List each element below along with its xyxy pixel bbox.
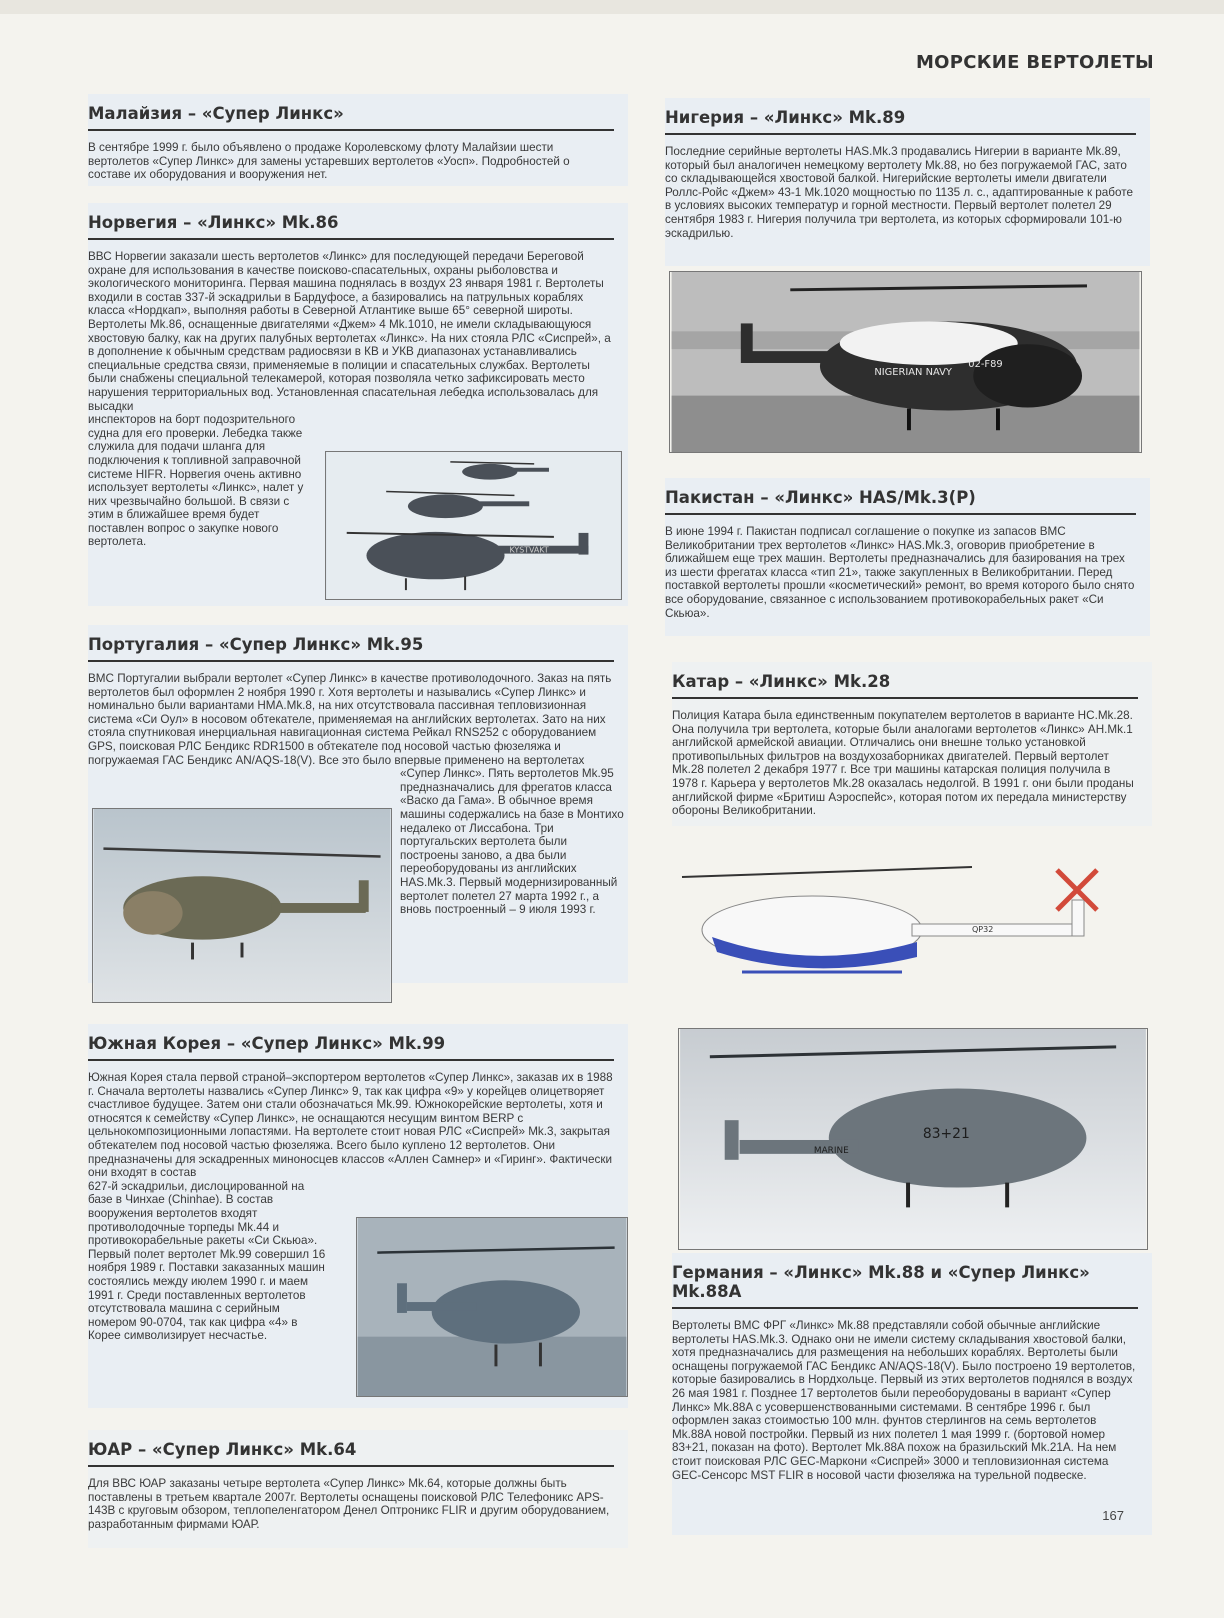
section-title: Катар – «Линкс» Mk.28	[672, 668, 1138, 699]
qatar-marking: QP32	[972, 925, 994, 934]
section-text: ВВС Норвегии заказали шесть вертолетов «Линкс» для последующей передачи Береговой охране для использования в качестве поисково-спасательных, охраны рыболовства и экологического мониторинга. Первая машина поднялась в воздух 23 января 1981 г. Вертолеты входили в состав 337-й эскадрильи в Бардуфосе, а базировались на патрульных кораблях класса «Нордкап», выполняя работы в Северной Атлантике выше 65° северной широты. Вертолеты Mk.86, оснащенные двигателями «Джем» 4 Mk.1010, не имели складывающуюся хвостовую балку, как на других палубных вертолетах «Линкс». На них стояла РЛС «Сиспрей», а в дополнение к обычным средствам радиосвязи в КВ и УКВ диапазонах устанавливались специальные средства связи, применяемые в полиции и спасательных службах. Вертолеты были снабжены специальной телекамерой, которая позволяла четко зафиксировать место нарушения территориальных вод. Установленная спасательная лебедка использовалась для высадки	[88, 250, 611, 413]
page-edge-shade	[0, 0, 1224, 14]
nigeria-helicopter-illustration	[670, 272, 1141, 452]
section-text: Вертолеты ВМС ФРГ «Линкс» Mk.88 представляли собой обычные английские вертолеты HAS.Mk.3. Однако они не имели систему складывания хвостовой балки, хотя предназначались для размещения на небольших кораблях. Вертолеты были оснащены погружаемой ГАС Бендикс AN/AQS-18(V). Было построено 19 вертолетов, которые базировались в Нордхольце. Первый из этих вертолетов поднялся в воздух 26 мая 1981 г. Позднее 17 вертолетов были переоборудованы в вариант «Супер Линкс» Mk.88A с усовершенствованными системами. В сентябре 1996 г. был оформлен заказ стоимостью 100 млн. фунтов стерлингов на семь вертолетов Mk.88A новой постройки. Первый из них полетел 1 мая 1999 г. (бортовой номер 83+21, показан на фото). Вертолет Mk.88A похож на бразильский Mk.21A. На нем стоит поисковая РЛС GEC-Маркони «Сиспрей» 3000 и тепловизионная система GEC-Сенсорс MST FLIR в носовой части фюзеляжа на турельной подвеске.	[672, 1319, 1136, 1482]
nigeria-serial: 02-F89	[968, 358, 1003, 370]
running-head: МОРСКИЕ ВЕРТОЛЕТЫ	[915, 52, 1154, 73]
photo-nigeria-helicopter	[669, 271, 1142, 453]
section-nigeria	[665, 98, 1150, 266]
section-text-wrap: инспекторов на борт подозрительного судна для его проверки. Лебедка также служила для подачи шланга для подключения к топливной заправочной системе HIFR. Норвегия очень активно использует вертолеты «Линкс», налет у них чрезвычайно большой. В связи с этим в ближайшее время будет поставлен вопрос о закупке нового вертолета.	[88, 413, 304, 549]
section-text: Последние серийные вертолеты HAS.Mk.3 продавались Нигерии в варианте Mk.89, который был аналогичен немецкому вертолету Mk.88, но без погружаемой ГАС, зато со складывающейся хвостовой балкой. Нигерийские вертолеты имели двигатели Роллс-Ройс «Джем» 43-1 Mk.1020 мощностью по 1135 л. с., адаптированные к работе в условиях высоких температур и горной местности. Первый вертолет полетел 29 сентября 1983 г. Нигерия получила три вертолета, из которых сформировали 101-ю эскадрилью.	[665, 145, 1133, 240]
section-text: В сентябре 1999 г. было объявлено о продаже Королевскому флоту Малайзии шести вертолетов «Супер Линкс» для замены устаревших вертолетов «Уосп». Подробностей о составе их оборудования и вооружения нет.	[88, 141, 570, 182]
nigeria-marking: NIGERIAN NAVY	[874, 366, 952, 378]
photo-norway-helicopters	[325, 451, 622, 600]
germany-serial: 83+21	[922, 1126, 970, 1143]
photo-germany-helicopter	[678, 1028, 1148, 1250]
norway-marking: KYSTVAKT	[509, 545, 549, 555]
section-text: ВМС Португалии выбрали вертолет «Супер Линкс» в качестве противолодочного. Заказ на пять вертолетов был оформлен 2 ноября 1990 г. Хотя вертолеты и назывались «Супер Линкс» и номинально были вариантами HMA.Mk.8, на них отсутствовала пассивная тепловизионная система «Си Оул» в носовом обтекателе, применяемая на английских вертолетах. Зато на них стояла спутниковая инерциальная навигационная система Рейкал RNS252 с оборудованием GPS, поисковая РЛС Бендикс RDR1500 в обтекателе под носовой частью фюзеляжа и погружаемая ГАС Бендикс AN/AQS-18(V). Все это было впервые применено на вертолетах	[88, 672, 612, 767]
section-text: Для ВВС ЮАР заказаны четыре вертолета «Супер Линкс» Mk.64, которые должны быть поставлены в третьем квартале 2007г. Вертолеты оснащены поисковой РЛС Телефоникс APS-143B с круговым обзором, теплопеленгатором Денел Оптроникс FLIR и другим оборудованием, разработанным фирмами ЮАР.	[88, 1477, 610, 1531]
section-title: Южная Корея – «Супер Линкс» Mk.99	[88, 1030, 614, 1061]
section-title: Норвегия – «Линкс» Mk.86	[88, 209, 614, 240]
germany-helicopter-illustration	[679, 1029, 1147, 1249]
section-title: Пакистан – «Линкс» HAS/Mk.3(P)	[665, 484, 1136, 515]
section-south-africa	[88, 1430, 628, 1548]
photo-south-korea-helicopter	[356, 1217, 628, 1397]
section-malaysia	[88, 94, 628, 186]
photo-qatar-helicopter	[672, 842, 1142, 1002]
section-title: Германия – «Линкс» Mk.88 и «Супер Линкс» Mk.88A	[672, 1259, 1138, 1309]
germany-marking: MARINE	[813, 1145, 849, 1156]
section-text-wrap: 627-й эскадрильи, дислоцированной на базе в Чинхае (Chinhae). В состав вооружения вертолетов входят противолодочные торпеды Mk.44 и противокорабельные ракеты «Си Скьюа». Первый полет вертолет Mk.99 совершил 16 ноября 1989 г. Поставки заказанных машин состоялись между июлем 1990 г. и маем 1991 г. Среди поставленных вертолетов отсутствовала машина с серийным номером 90-0704, так как цифра «4» в Корее символизирует несчастье.	[88, 1179, 326, 1343]
section-title: Португалия – «Супер Линкс» Mk.95	[88, 631, 614, 662]
section-text: В июне 1994 г. Пакистан подписал соглашение о покупке из запасов ВМС Великобритании трех вертолетов «Линкс» HAS.Mk.3, оговорив приобретение в ближайшем еще трех машин. Вертолеты предназначались для базирования на трех из шести фрегатах класса «тип 21», также закупленных в Великобритании. Перед поставкой вертолеты прошли «косметический» ремонт, во время которого было снято все оборудование, связанное с использованием противокорабельных ракет «Си Скьюа».	[665, 525, 1135, 620]
section-pakistan	[665, 478, 1150, 636]
section-text: Южная Корея стала первой страной–экспортером вертолетов «Супер Линкс», заказав их в 1988 г. Сначала вертолеты назвались «Супер Линкс» 9, так как цифра «9» у корейцев олицетворяет счастливое будущее. Затем они стали обозначаться Mk.99. Южнокорейские вертолеты, хотя и относятся к семейству «Супер Линкс», не оснащаются несущим винтом BERP с цельнокомпозиционными лопастями. На вертолете стоит новая РЛС «Сиспрей» Mk.3, закрытая обтекателем под носовой частью фюзеляжа. Всего было куплено 12 вертолетов. Они предназначены для эскадренных миноносцев классов «Аллен Самнер» и «Гиринг». Фактически они входят в состав	[88, 1071, 613, 1180]
south-korea-helicopter-illustration	[357, 1218, 627, 1396]
section-text: Полиция Катара была единственным покупателем вертолетов в варианте HC.Mk.28. Она получила три вертолета, которые были аналогами вертолетов «Линкс» AH.Mk.1 английской армейской авиации. Отличались они внешне только установкой противопыльных фильтров на воздухозаборниках двигателей. Первый вертолет Mk.28 полетел 2 декабря 1977 г. Все три машины катарская полиция получила в 1978 г. Карьера у вертолетов Mk.28 оказалась недолгой. В 1991 г. они были проданы английской фирме «Бритиш Аэроспейс», которая потом их передала министерству обороны Великобритании.	[672, 709, 1134, 818]
qatar-helicopter-illustration	[672, 842, 1142, 1002]
section-title: Малайзия – «Супер Линкс»	[88, 100, 614, 131]
portugal-helicopter-illustration	[93, 809, 391, 1002]
section-qatar	[672, 662, 1152, 826]
section-germany	[672, 1253, 1152, 1535]
section-title: ЮАР – «Супер Линкс» Mk.64	[88, 1436, 614, 1467]
section-title: Нигерия – «Линкс» Mk.89	[665, 104, 1136, 135]
page-number: 167	[1102, 1508, 1124, 1523]
norway-helicopters-illustration	[326, 452, 621, 599]
photo-portugal-helicopter	[92, 808, 392, 1003]
section-text-wrap: «Супер Линкс». Пять вертолетов Mk.95 предназначались для фрегатов класса «Васко да Гама». В обычное время машины содержались на базе в Монтихо недалеко от Лиссабона. Три португальских вертолета были построены заново, а два были переоборудованы из английских HAS.Mk.3. Первый модернизированный вертолет полетел 27 марта 1992 г., а вновь построенный – 9 июля 1993 г.	[400, 767, 624, 917]
